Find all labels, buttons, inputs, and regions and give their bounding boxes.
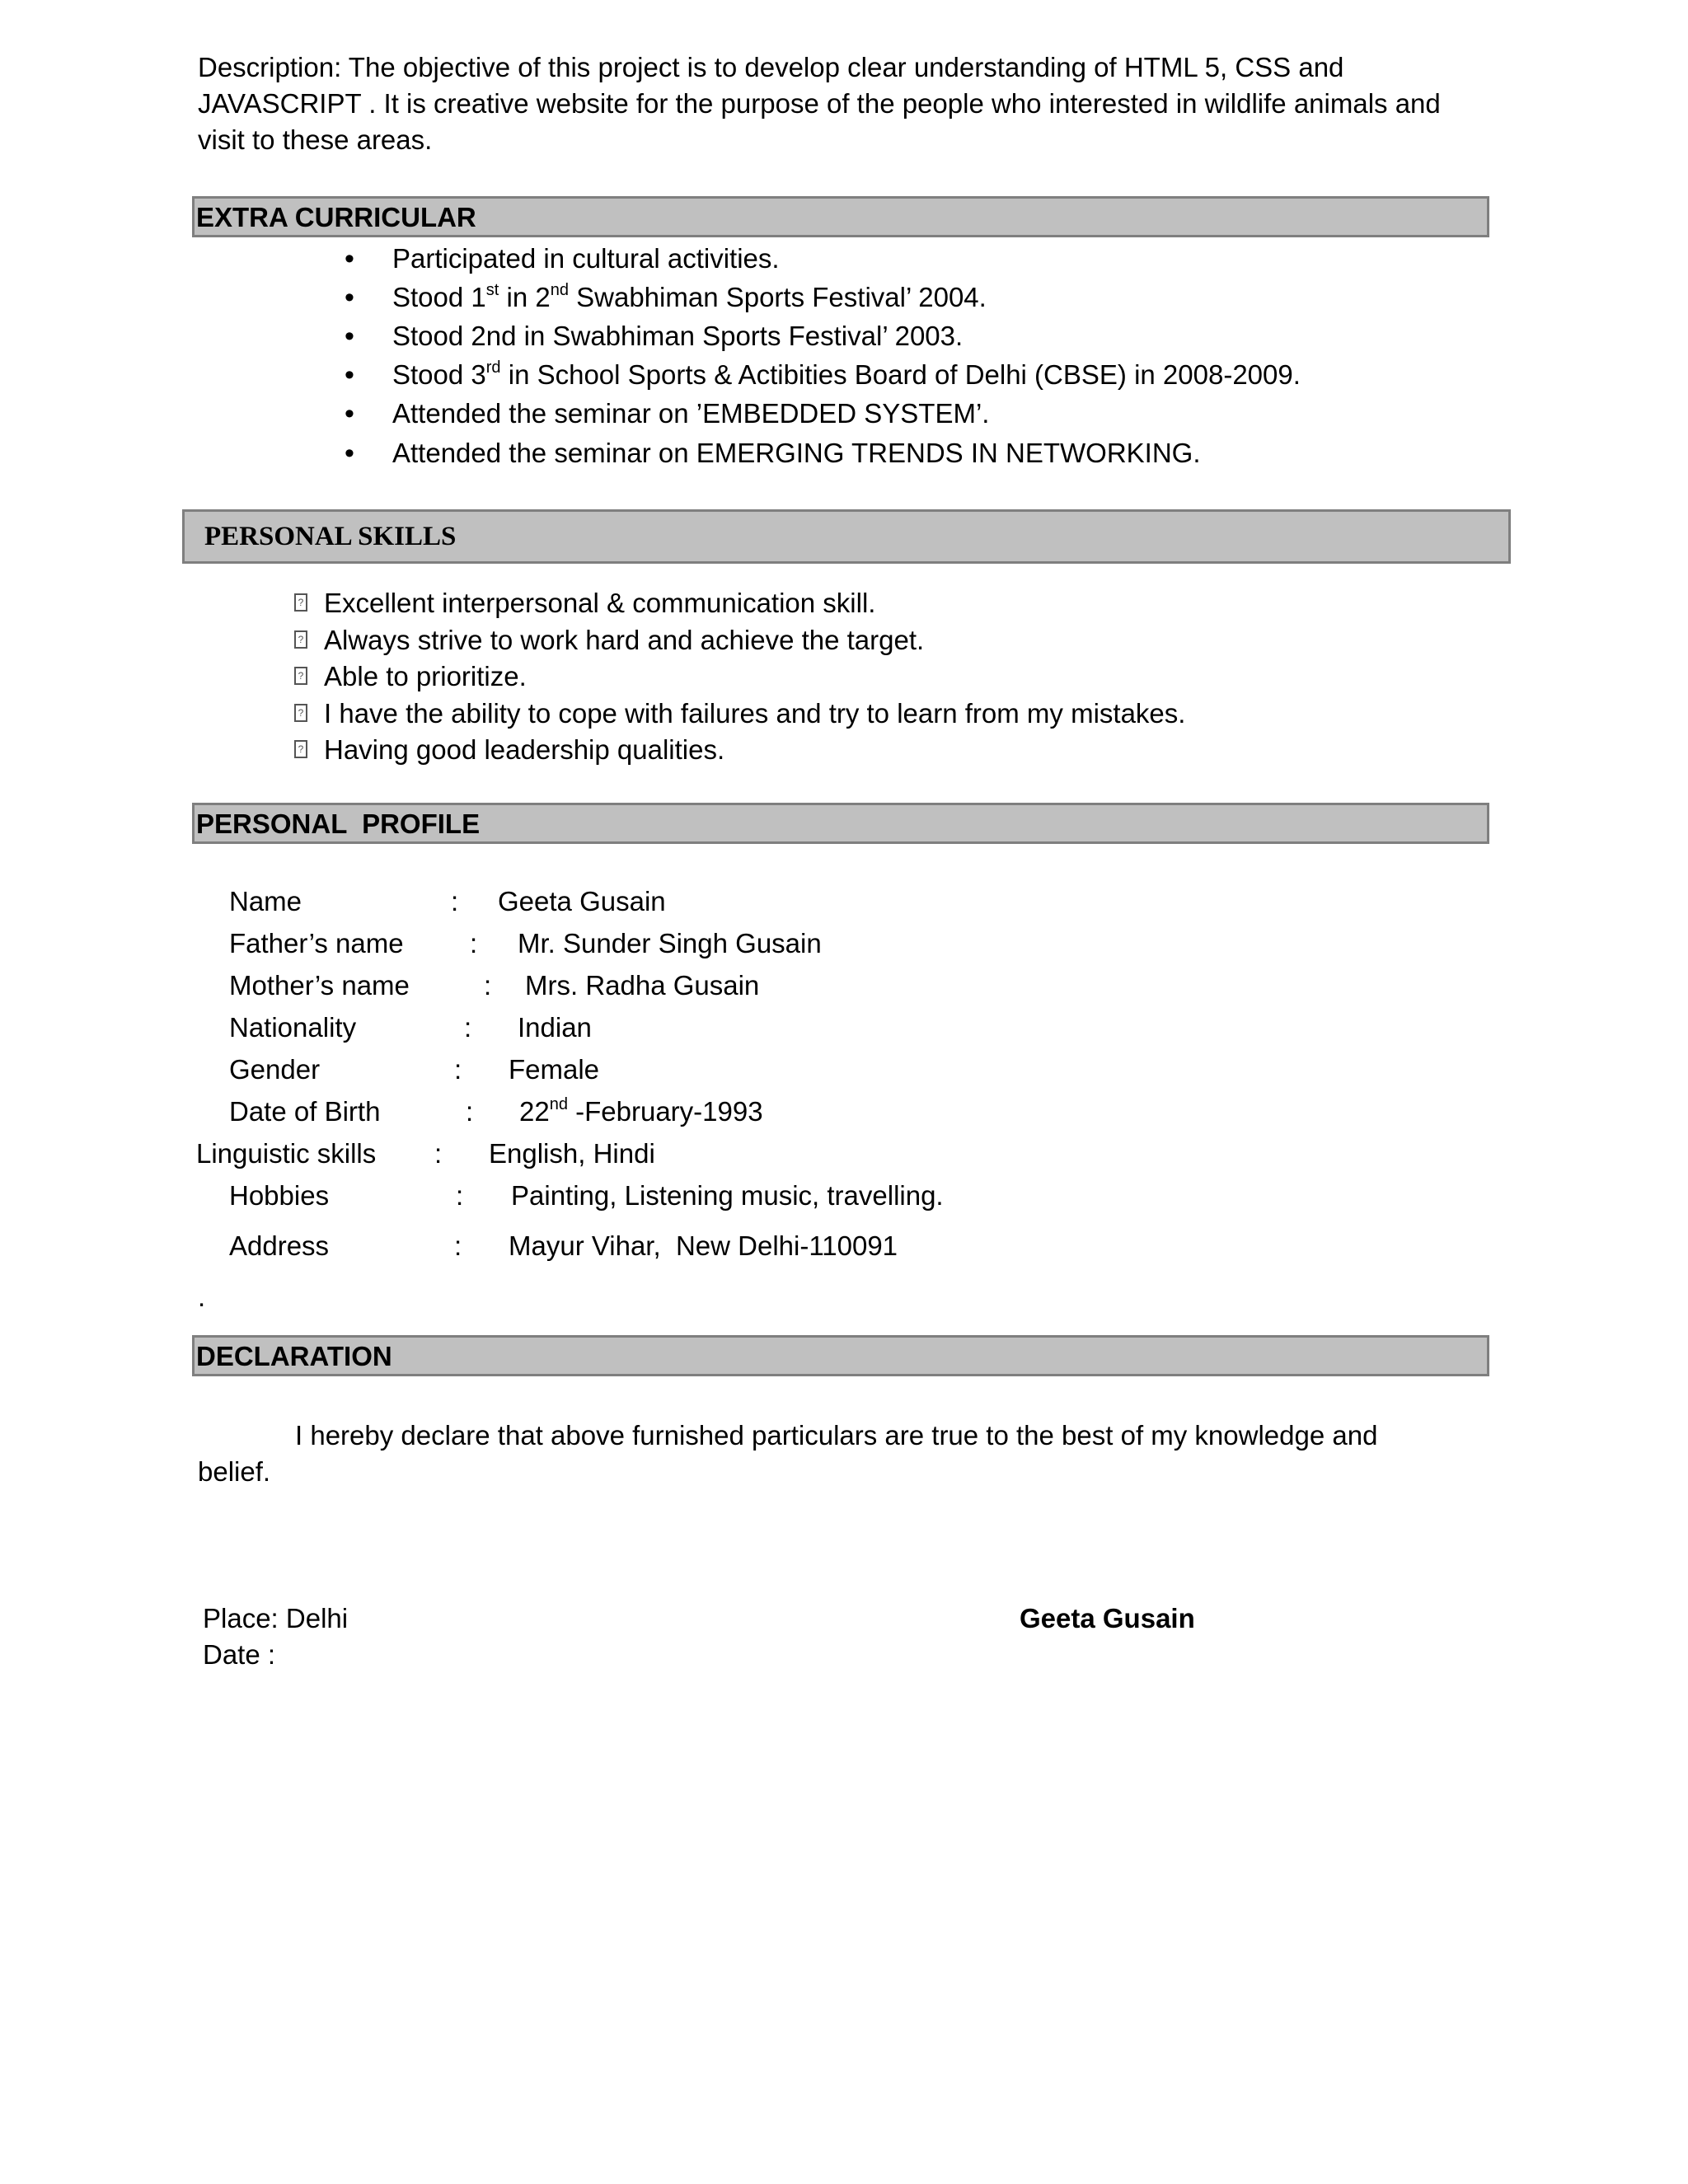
list-item: Having good leadership qualities. [324, 734, 725, 765]
list-item: I have the ability to cope with failures and try to learn from my mistakes. [324, 698, 1186, 729]
list-item: Participated in cultural activities. [392, 243, 780, 274]
project-description: Description: The objective of this project is to develop clear understanding of HTML 5, CSS and JAVASCRIPT . It is creative website for the purpose of the people who interested in wildlife animals and visit to these areas. [198, 52, 1441, 155]
declaration-text-line1: I hereby declare that above furnished particulars are true to the best of my knowledge and [295, 1420, 1378, 1451]
profile-label-dob: Date of Birth [229, 1096, 381, 1127]
profile-value-gender: Female [509, 1054, 600, 1085]
list-item: Able to prioritize. [324, 661, 527, 691]
missing-glyph-bullet-icon: ? [294, 667, 307, 685]
bullet-icon: • [345, 282, 354, 313]
extra-curricular-title: EXTRA CURRICULAR [196, 202, 476, 232]
list-item: Stood 1st in 2nd Swabhiman Sports Festival’ 2004. [392, 281, 987, 312]
profile-value-hobbies: Painting, Listening music, travelling. [511, 1180, 944, 1211]
missing-glyph-bullet-icon: ? [294, 740, 307, 758]
profile-separator: : [454, 1054, 462, 1085]
personal-skills-title: PERSONAL SKILLS [204, 522, 457, 551]
list-item: Stood 3rd in School Sports & Actibities Board of Delhi (CBSE) in 2008-2009. [392, 359, 1301, 390]
missing-glyph-bullet-icon: ? [294, 704, 307, 722]
profile-label-nationality: Nationality [229, 1012, 357, 1043]
list-item: Attended the seminar on ’EMBEDDED SYSTEM’. [392, 398, 990, 429]
personal-profile-title: PERSONAL PROFILE [196, 808, 481, 839]
profile-label-gender: Gender [229, 1054, 321, 1085]
place-text: Place: Delhi [203, 1603, 349, 1633]
profile-separator: : [484, 970, 492, 1001]
profile-value-mother: Mrs. Radha Gusain [525, 970, 760, 1001]
profile-value-name: Geeta Gusain [498, 886, 666, 916]
trailing-dot: . [198, 1282, 206, 1312]
profile-separator: : [434, 1138, 443, 1169]
profile-value-father: Mr. Sunder Singh Gusain [518, 928, 822, 958]
profile-value-linguistic: English, Hindi [489, 1138, 655, 1169]
profile-label-linguistic: Linguistic skills [196, 1138, 377, 1169]
bullet-icon: • [345, 398, 354, 429]
profile-label-mother: Mother’s name [229, 970, 410, 1001]
missing-glyph-bullet-icon: ? [294, 593, 307, 612]
profile-separator: : [464, 1012, 472, 1043]
profile-separator: : [470, 928, 478, 958]
date-text: Date : [203, 1639, 276, 1670]
bullet-icon: • [345, 359, 354, 391]
signature-name: Geeta Gusain [1020, 1603, 1195, 1633]
profile-value-dob: 22nd -February-1993 [519, 1095, 763, 1127]
list-item: Attended the seminar on EMERGING TRENDS IN NETWORKING. [392, 438, 1201, 468]
list-item: Stood 2nd in Swabhiman Sports Festival’ 2003. [392, 321, 964, 351]
profile-separator: : [466, 1096, 474, 1127]
bullet-icon: • [345, 243, 354, 274]
declaration-title: DECLARATION [196, 1341, 392, 1371]
profile-value-address: Mayur Vihar, New Delhi-110091 [509, 1230, 898, 1261]
missing-glyph-bullet-icon: ? [294, 630, 307, 649]
bullet-icon: • [345, 438, 354, 469]
declaration-text-line2: belief. [198, 1456, 271, 1487]
list-item: Always strive to work hard and achieve the target. [324, 625, 925, 655]
list-item: Excellent interpersonal & communication skill. [324, 588, 876, 618]
bullet-icon: • [345, 321, 354, 352]
profile-label-address: Address [229, 1230, 330, 1261]
profile-separator: : [454, 1230, 462, 1261]
profile-label-name: Name [229, 886, 302, 916]
profile-separator: : [456, 1180, 464, 1211]
profile-label-father: Father’s name [229, 928, 404, 958]
profile-separator: : [451, 886, 459, 916]
profile-value-nationality: Indian [518, 1012, 592, 1043]
profile-label-hobbies: Hobbies [229, 1180, 330, 1211]
